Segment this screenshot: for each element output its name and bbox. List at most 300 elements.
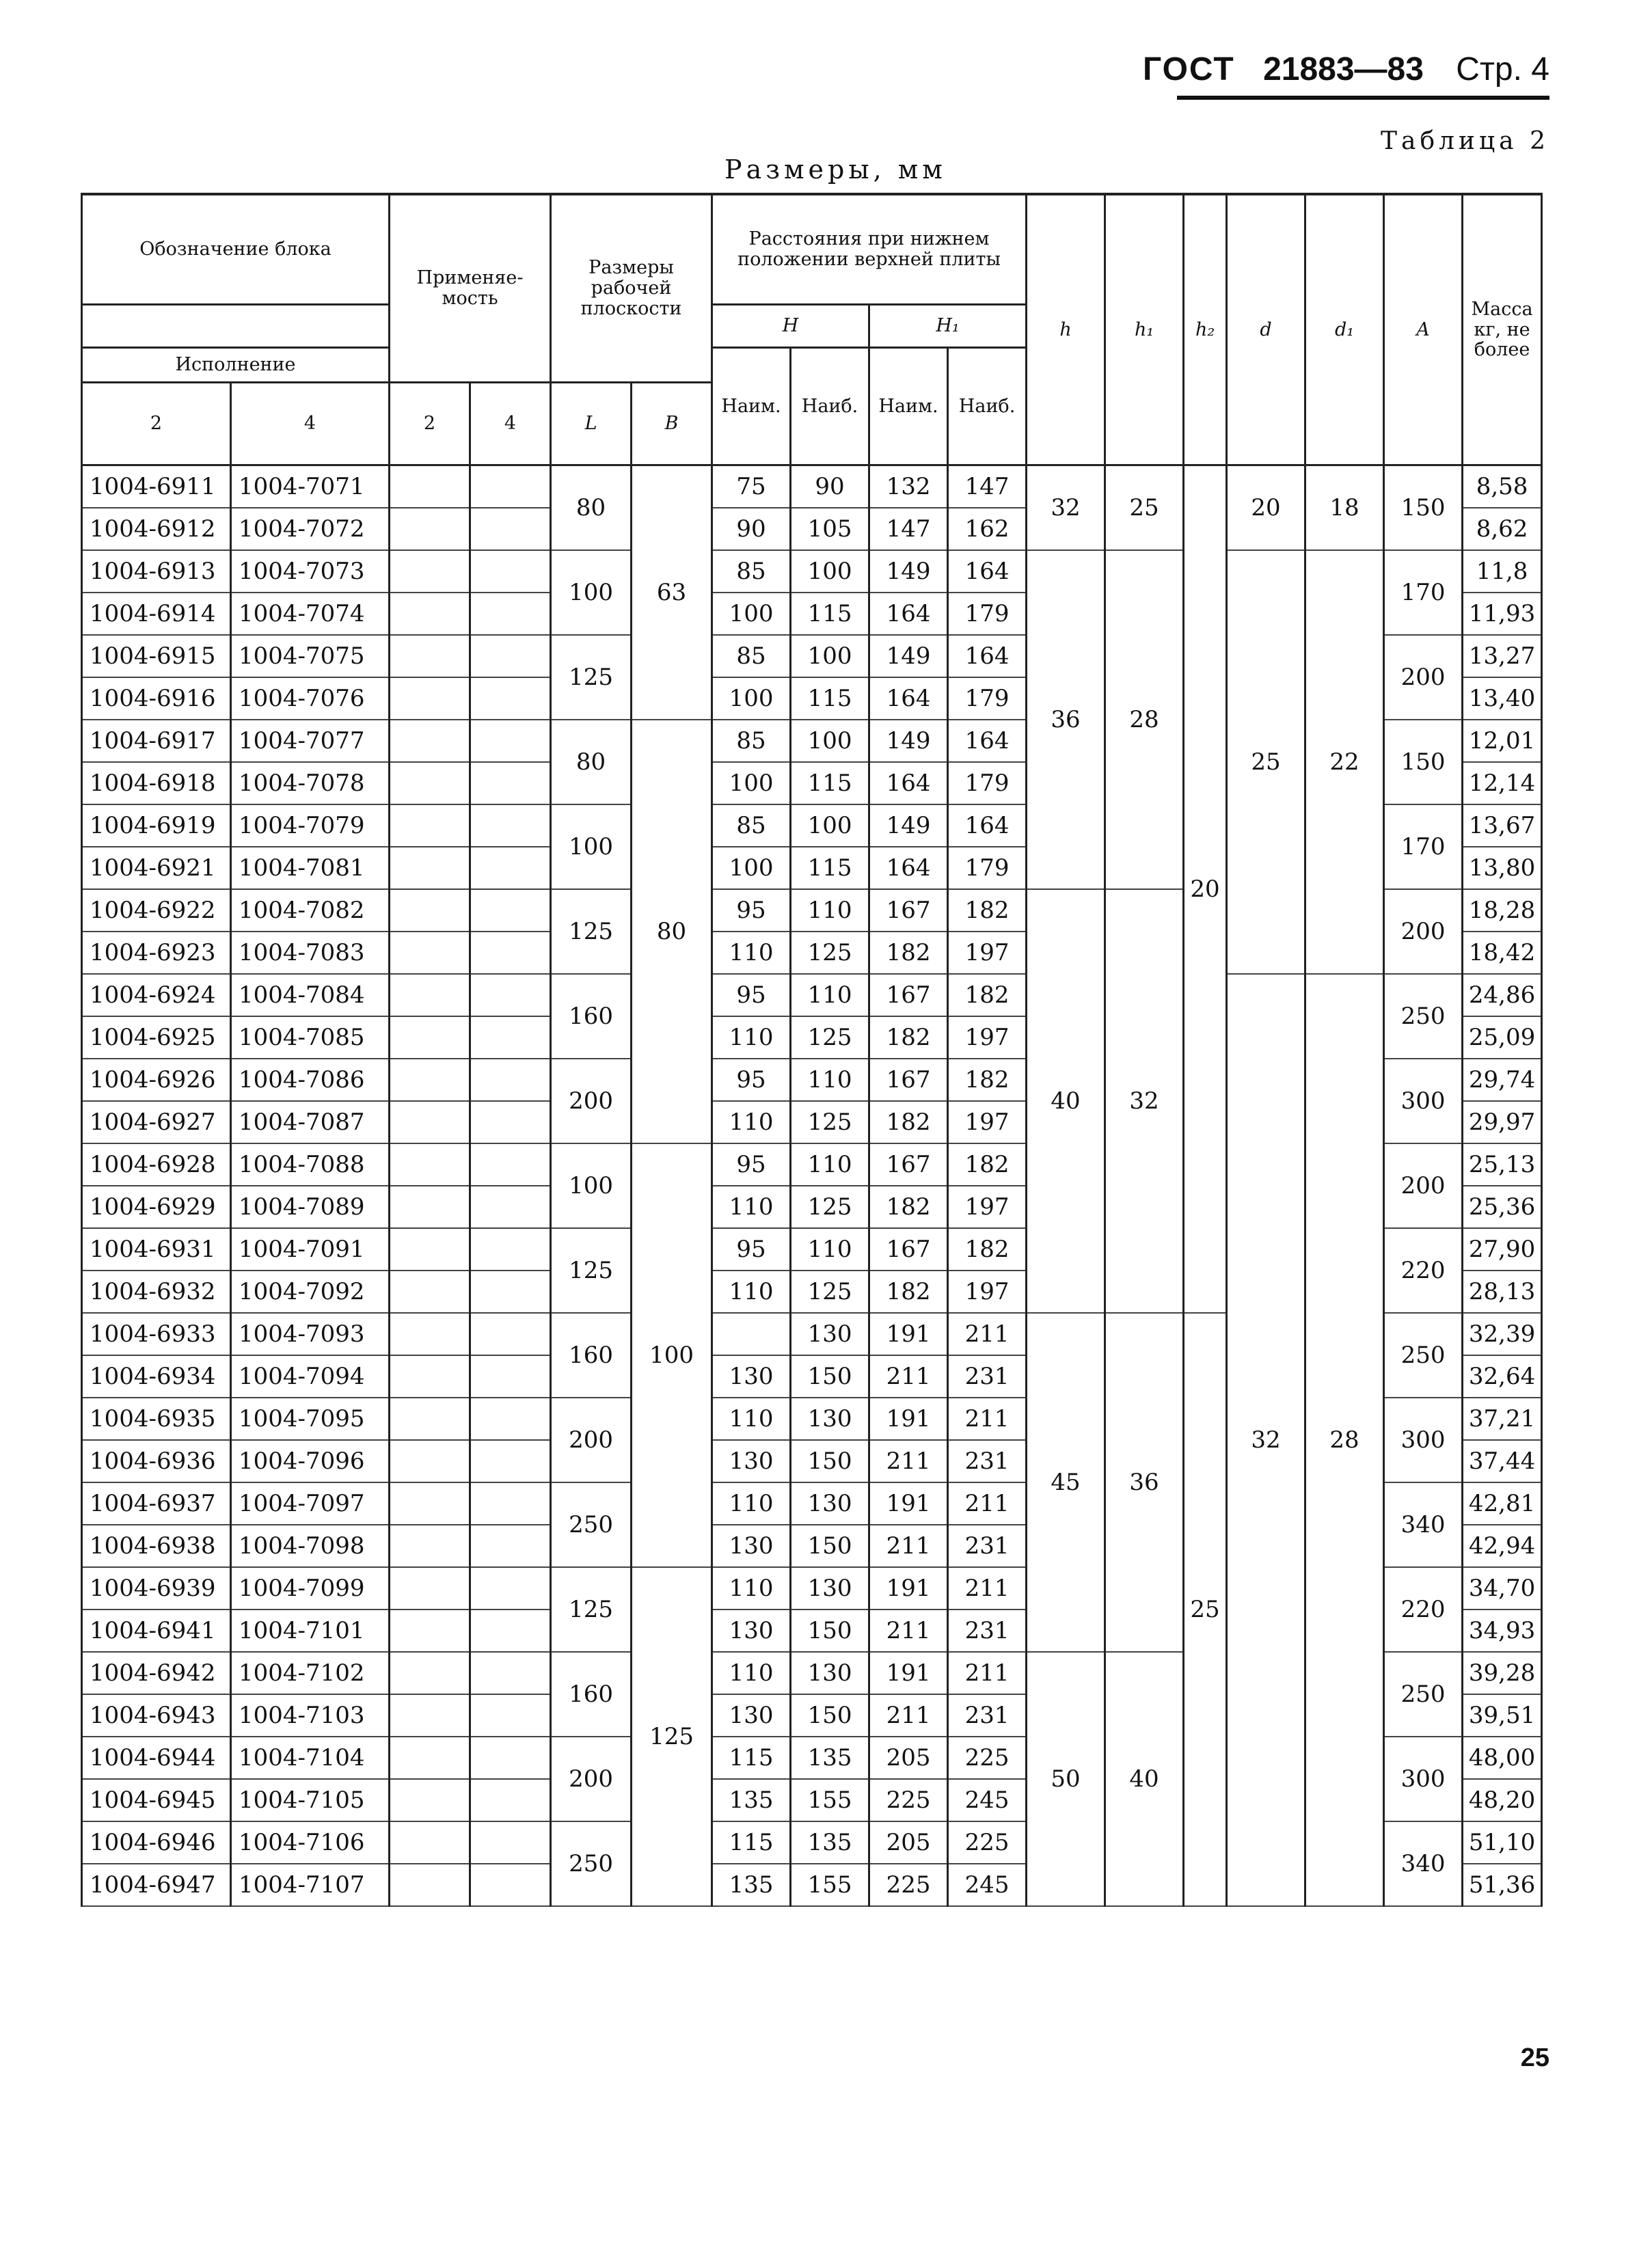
cell-d: 20 [1227,465,1305,551]
cell-appl-4 [470,677,551,720]
cell-appl-4 [470,635,551,677]
cell-h1-min: 205 [869,1821,948,1864]
cell-d: 32 [1227,974,1305,1906]
col-applicability: Применяе-мость [390,194,551,383]
cell-appl-2 [390,1101,470,1143]
cell-appl-2 [390,1355,470,1398]
cell-appl-4 [470,1143,551,1186]
cell-appl-4 [470,1271,551,1313]
cell-mass: 13,80 [1463,847,1542,889]
cell-h-max: 100 [791,635,869,677]
cell-h-min: 95 [712,1228,791,1271]
cell-l: 200 [551,1059,632,1143]
cell-h1-min: 164 [869,847,948,889]
cell-mass: 39,28 [1463,1652,1542,1694]
cell-mass: 25,36 [1463,1186,1542,1228]
cell-h1-max: 162 [948,508,1027,550]
cell-h-max: 135 [791,1821,869,1864]
cell-h1-min: 205 [869,1737,948,1779]
cell-h-max: 110 [791,1059,869,1101]
cell-designation-4: 1004-7094 [231,1355,390,1398]
cell-designation-4: 1004-7105 [231,1779,390,1821]
cell-h1-min: 167 [869,1059,948,1101]
cell-designation-4: 1004-7087 [231,1101,390,1143]
cell-h1-max: 225 [948,1737,1027,1779]
cell-h1-min: 167 [869,974,948,1016]
cell-appl-2 [390,1228,470,1271]
col-exec-2: 2 [82,383,231,465]
cell-appl-4 [470,1313,551,1355]
cell-designation-4: 1004-7088 [231,1143,390,1186]
cell-appl-4 [470,1398,551,1440]
cell-h1-max: 231 [948,1525,1027,1567]
cell-h1: 40 [1105,1652,1184,1906]
cell-mass: 34,70 [1463,1567,1542,1610]
cell-l: 100 [551,804,632,889]
cell-designation-2: 1004-6942 [82,1652,231,1694]
cell-h-max: 105 [791,508,869,550]
cell-h1-min: 211 [869,1610,948,1652]
cell-h-max: 155 [791,1864,869,1906]
cell-appl-4 [470,847,551,889]
cell-h-max: 115 [791,847,869,889]
cell-a: 150 [1384,720,1463,804]
cell-h1-max: 179 [948,593,1027,635]
cell-h1-max: 245 [948,1779,1027,1821]
cell-mass: 42,94 [1463,1525,1542,1567]
cell-h1-max: 197 [948,1101,1027,1143]
cell-h1: 28 [1105,550,1184,889]
cell-h1-min: 225 [869,1779,948,1821]
cell-appl-4 [470,762,551,804]
cell-h-max: 100 [791,804,869,847]
cell-h1-max: 225 [948,1821,1027,1864]
cell-h-min: 130 [712,1355,791,1398]
cell-designation-4: 1004-7104 [231,1737,390,1779]
cell-h1-max: 211 [948,1313,1027,1355]
cell-h-min: 100 [712,677,791,720]
cell-designation-2: 1004-6915 [82,635,231,677]
cell-h-max: 110 [791,1228,869,1271]
cell-mass: 34,93 [1463,1610,1542,1652]
cell-designation-2: 1004-6929 [82,1186,231,1228]
cell-h1-min: 191 [869,1313,948,1355]
cell-a: 300 [1384,1059,1463,1143]
cell-b: 100 [632,1143,712,1567]
cell-designation-4: 1004-7072 [231,508,390,550]
cell-designation-4: 1004-7101 [231,1610,390,1652]
cell-designation-4: 1004-7073 [231,550,390,593]
cell-mass: 48,00 [1463,1737,1542,1779]
cell-h-max: 115 [791,677,869,720]
cell-h1-max: 182 [948,1143,1027,1186]
table-row [82,465,1542,508]
cell-a: 170 [1384,804,1463,889]
cell-h-min: 95 [712,1143,791,1186]
cell-appl-4 [470,1228,551,1271]
cell-designation-4: 1004-7095 [231,1398,390,1440]
cell-h-max: 135 [791,1737,869,1779]
cell-mass: 25,09 [1463,1016,1542,1059]
cell-appl-2 [390,1313,470,1355]
cell-appl-4 [470,1186,551,1228]
cell-h: 36 [1027,550,1105,889]
cell-appl-2 [390,1398,470,1440]
cell-mass: 11,93 [1463,593,1542,635]
cell-a: 250 [1384,974,1463,1059]
cell-mass: 8,58 [1463,465,1542,508]
cell-designation-4: 1004-7077 [231,720,390,762]
cell-h-max: 130 [791,1652,869,1694]
cell-designation-4: 1004-7106 [231,1821,390,1864]
cell-h1-max: 179 [948,847,1027,889]
col-h2: h₂ [1184,194,1227,465]
cell-appl-4 [470,1059,551,1101]
cell-a: 340 [1384,1482,1463,1567]
cell-designation-4: 1004-7076 [231,677,390,720]
cell-mass: 32,39 [1463,1313,1542,1355]
cell-a: 200 [1384,889,1463,974]
cell-designation-2: 1004-6916 [82,677,231,720]
col-H: H [712,305,869,348]
cell-h-max: 110 [791,889,869,932]
cell-h1-min: 225 [869,1864,948,1906]
cell-h: 40 [1027,889,1105,1313]
cell-designation-2: 1004-6945 [82,1779,231,1821]
cell-h-min [712,1313,791,1355]
cell-h1-max: 147 [948,465,1027,508]
cell-designation-2: 1004-6914 [82,593,231,635]
col-h: h [1027,194,1105,465]
cell-designation-2: 1004-6931 [82,1228,231,1271]
cell-h2: 20 [1184,465,1227,1314]
header-rule [1177,96,1549,100]
cell-h-max: 130 [791,1482,869,1525]
cell-h1-max: 182 [948,1228,1027,1271]
cell-h-min: 85 [712,635,791,677]
cell-appl-4 [470,1737,551,1779]
cell-designation-2: 1004-6917 [82,720,231,762]
cell-l: 125 [551,889,632,974]
cell-appl-2 [390,1652,470,1694]
cell-h1-min: 149 [869,550,948,593]
cell-h1-min: 149 [869,804,948,847]
cell-designation-4: 1004-7099 [231,1567,390,1610]
cell-appl-4 [470,465,551,508]
cell-h-max: 100 [791,550,869,593]
cell-h1-min: 149 [869,720,948,762]
cell-mass: 13,40 [1463,677,1542,720]
cell-h-min: 130 [712,1610,791,1652]
cell-designation-2: 1004-6933 [82,1313,231,1355]
cell-h-min: 95 [712,974,791,1016]
cell-mass: 12,01 [1463,720,1542,762]
col-d1: d₁ [1305,194,1384,465]
cell-designation-4: 1004-7092 [231,1271,390,1313]
cell-appl-2 [390,1610,470,1652]
sizes-caption: Размеры, мм [725,154,947,185]
table-row [82,550,1542,593]
cell-h-max: 150 [791,1525,869,1567]
cell-l: 200 [551,1398,632,1482]
cell-h1-max: 179 [948,677,1027,720]
cell-appl-4 [470,1864,551,1906]
cell-designation-4: 1004-7084 [231,974,390,1016]
cell-appl-4 [470,889,551,932]
cell-designation-2: 1004-6946 [82,1821,231,1864]
col-h1: h₁ [1105,194,1184,465]
cell-h-max: 150 [791,1355,869,1398]
cell-designation-4: 1004-7079 [231,804,390,847]
cell-h-max: 115 [791,762,869,804]
cell-h1-max: 211 [948,1398,1027,1440]
cell-designation-2: 1004-6928 [82,1143,231,1186]
cell-h-max: 150 [791,1610,869,1652]
cell-designation-4: 1004-7074 [231,593,390,635]
cell-mass: 27,90 [1463,1228,1542,1271]
cell-appl-2 [390,677,470,720]
page-label: Стр. 4 [1456,51,1549,87]
cell-designation-4: 1004-7102 [231,1652,390,1694]
cell-h-min: 110 [712,1652,791,1694]
cell-h1: 32 [1105,889,1184,1313]
cell-mass: 51,10 [1463,1821,1542,1864]
cell-h-max: 110 [791,1143,869,1186]
cell-appl-2 [390,762,470,804]
cell-h-max: 125 [791,1186,869,1228]
cell-h-min: 130 [712,1525,791,1567]
cell-appl-2 [390,1059,470,1101]
cell-appl-4 [470,804,551,847]
cell-l: 160 [551,974,632,1059]
cell-appl-2 [390,804,470,847]
cell-h1-min: 211 [869,1355,948,1398]
cell-appl-2 [390,847,470,889]
cell-mass: 32,64 [1463,1355,1542,1398]
cell-mass: 42,81 [1463,1482,1542,1525]
col-mass: Масса кг, не более [1463,194,1542,465]
cell-d1: 22 [1305,550,1384,974]
cell-mass: 37,21 [1463,1398,1542,1440]
cell-designation-4: 1004-7075 [231,635,390,677]
cell-h1-min: 149 [869,635,948,677]
cell-designation-4: 1004-7078 [231,762,390,804]
cell-appl-2 [390,889,470,932]
cell-h1-min: 164 [869,762,948,804]
cell-h-min: 110 [712,1186,791,1228]
cell-a: 300 [1384,1398,1463,1482]
cell-designation-4: 1004-7089 [231,1186,390,1228]
cell-b: 125 [632,1567,712,1906]
cell-designation-2: 1004-6911 [82,465,231,508]
cell-h1-max: 179 [948,762,1027,804]
cell-designation-4: 1004-7083 [231,932,390,974]
cell-appl-4 [470,974,551,1016]
cell-h-min: 110 [712,1016,791,1059]
cell-designation-2: 1004-6913 [82,550,231,593]
cell-h-max: 130 [791,1567,869,1610]
cell-h-max: 125 [791,1016,869,1059]
cell-mass: 13,67 [1463,804,1542,847]
cell-designation-4: 1004-7081 [231,847,390,889]
col-H1-min: Наим. [869,348,948,465]
cell-designation-2: 1004-6925 [82,1016,231,1059]
cell-h1-min: 182 [869,1101,948,1143]
cell-h-min: 115 [712,1821,791,1864]
cell-h1-min: 147 [869,508,948,550]
cell-designation-2: 1004-6924 [82,974,231,1016]
cell-appl-2 [390,720,470,762]
cell-designation-2: 1004-6922 [82,889,231,932]
cell-h-min: 95 [712,1059,791,1101]
col-work-surface: Размеры рабочей плоскости [551,194,712,383]
cell-h-min: 95 [712,889,791,932]
cell-h-min: 110 [712,1101,791,1143]
cell-h-min: 85 [712,720,791,762]
gost-label: ГОСТ [1143,51,1235,87]
cell-appl-4 [470,1016,551,1059]
cell-h1-max: 211 [948,1652,1027,1694]
cell-appl-4 [470,593,551,635]
cell-appl-2 [390,1440,470,1482]
cell-h-max: 125 [791,932,869,974]
col-a: A [1384,194,1463,465]
cell-appl-2 [390,1482,470,1525]
cell-h1-max: 245 [948,1864,1027,1906]
table-body [82,465,1542,1907]
cell-appl-2 [390,635,470,677]
cell-h1-max: 231 [948,1355,1027,1398]
cell-appl-4 [470,550,551,593]
cell-designation-4: 1004-7098 [231,1525,390,1567]
cell-appl-4 [470,1355,551,1398]
dimensions-table [81,193,1543,1907]
cell-designation-2: 1004-6926 [82,1059,231,1101]
cell-h1-max: 182 [948,974,1027,1016]
cell-h-min: 75 [712,465,791,508]
cell-mass: 18,28 [1463,889,1542,932]
cell-appl-2 [390,932,470,974]
col-distances: Расстояния при нижнем положении верхней плиты [712,194,1027,305]
cell-h-max: 150 [791,1694,869,1737]
header-spacer [82,305,390,348]
cell-h1: 36 [1105,1313,1184,1652]
cell-mass: 39,51 [1463,1694,1542,1737]
cell-designation-2: 1004-6923 [82,932,231,974]
cell-l: 100 [551,550,632,635]
cell-h: 50 [1027,1652,1105,1906]
cell-h1-max: 231 [948,1610,1027,1652]
cell-mass: 51,36 [1463,1864,1542,1906]
cell-designation-2: 1004-6943 [82,1694,231,1737]
cell-appl-2 [390,465,470,508]
cell-h-max: 115 [791,593,869,635]
cell-appl-4 [470,1694,551,1737]
cell-mass: 29,97 [1463,1101,1542,1143]
cell-l: 160 [551,1313,632,1398]
cell-designation-2: 1004-6927 [82,1101,231,1143]
cell-h1-max: 211 [948,1482,1027,1525]
cell-h1-min: 164 [869,593,948,635]
table-row [82,974,1542,1016]
cell-d: 25 [1227,550,1305,974]
cell-appl-2 [390,508,470,550]
cell-appl-2 [390,1737,470,1779]
table-title: Таблица 2 [1381,127,1549,155]
cell-h-max: 155 [791,1779,869,1821]
cell-h-min: 110 [712,1567,791,1610]
cell-mass: 48,20 [1463,1779,1542,1821]
cell-designation-2: 1004-6944 [82,1737,231,1779]
cell-a: 200 [1384,1143,1463,1228]
cell-designation-2: 1004-6941 [82,1610,231,1652]
cell-h1-max: 164 [948,804,1027,847]
cell-h-max: 130 [791,1398,869,1440]
page-number: 25 [1520,2043,1549,2072]
cell-h2: 25 [1184,1313,1227,1906]
cell-designation-4: 1004-7082 [231,889,390,932]
cell-appl-4 [470,1525,551,1567]
cell-designation-4: 1004-7071 [231,465,390,508]
col-H1-max: Наиб. [948,348,1027,465]
cell-h-min: 135 [712,1864,791,1906]
cell-mass: 24,86 [1463,974,1542,1016]
cell-appl-4 [470,1610,551,1652]
cell-h-min: 100 [712,847,791,889]
col-designation: Обозначение блока [82,194,390,305]
cell-h-min: 90 [712,508,791,550]
cell-appl-4 [470,1101,551,1143]
cell-d1: 18 [1305,465,1384,551]
cell-appl-4 [470,932,551,974]
cell-appl-2 [390,974,470,1016]
cell-l: 125 [551,1567,632,1652]
cell-h1-min: 182 [869,1186,948,1228]
cell-appl-2 [390,1271,470,1313]
cell-appl-2 [390,1694,470,1737]
cell-h1-max: 164 [948,720,1027,762]
cell-appl-2 [390,1143,470,1186]
cell-l: 125 [551,1228,632,1313]
cell-h1-max: 197 [948,932,1027,974]
cell-appl-2 [390,1186,470,1228]
cell-h1-min: 191 [869,1482,948,1525]
cell-h1-min: 191 [869,1398,948,1440]
cell-mass: 29,74 [1463,1059,1542,1101]
cell-l: 125 [551,635,632,720]
cell-h1-min: 132 [869,465,948,508]
cell-appl-2 [390,1779,470,1821]
cell-h-min: 110 [712,932,791,974]
cell-h-max: 100 [791,720,869,762]
cell-appl-4 [470,1482,551,1525]
cell-h1: 25 [1105,465,1184,551]
standard-number: 21883—83 [1263,51,1424,87]
col-appl-4: 4 [470,383,551,465]
cell-d1: 28 [1305,974,1384,1906]
cell-designation-4: 1004-7096 [231,1440,390,1482]
cell-h-min: 85 [712,804,791,847]
cell-h1-max: 164 [948,550,1027,593]
col-appl-2: 2 [390,383,470,465]
cell-h1-min: 182 [869,1271,948,1313]
cell-h-max: 110 [791,974,869,1016]
cell-mass: 25,13 [1463,1143,1542,1186]
col-H-max: Наиб. [791,348,869,465]
cell-h1-max: 231 [948,1440,1027,1482]
cell-mass: 8,62 [1463,508,1542,550]
cell-h1-min: 167 [869,889,948,932]
